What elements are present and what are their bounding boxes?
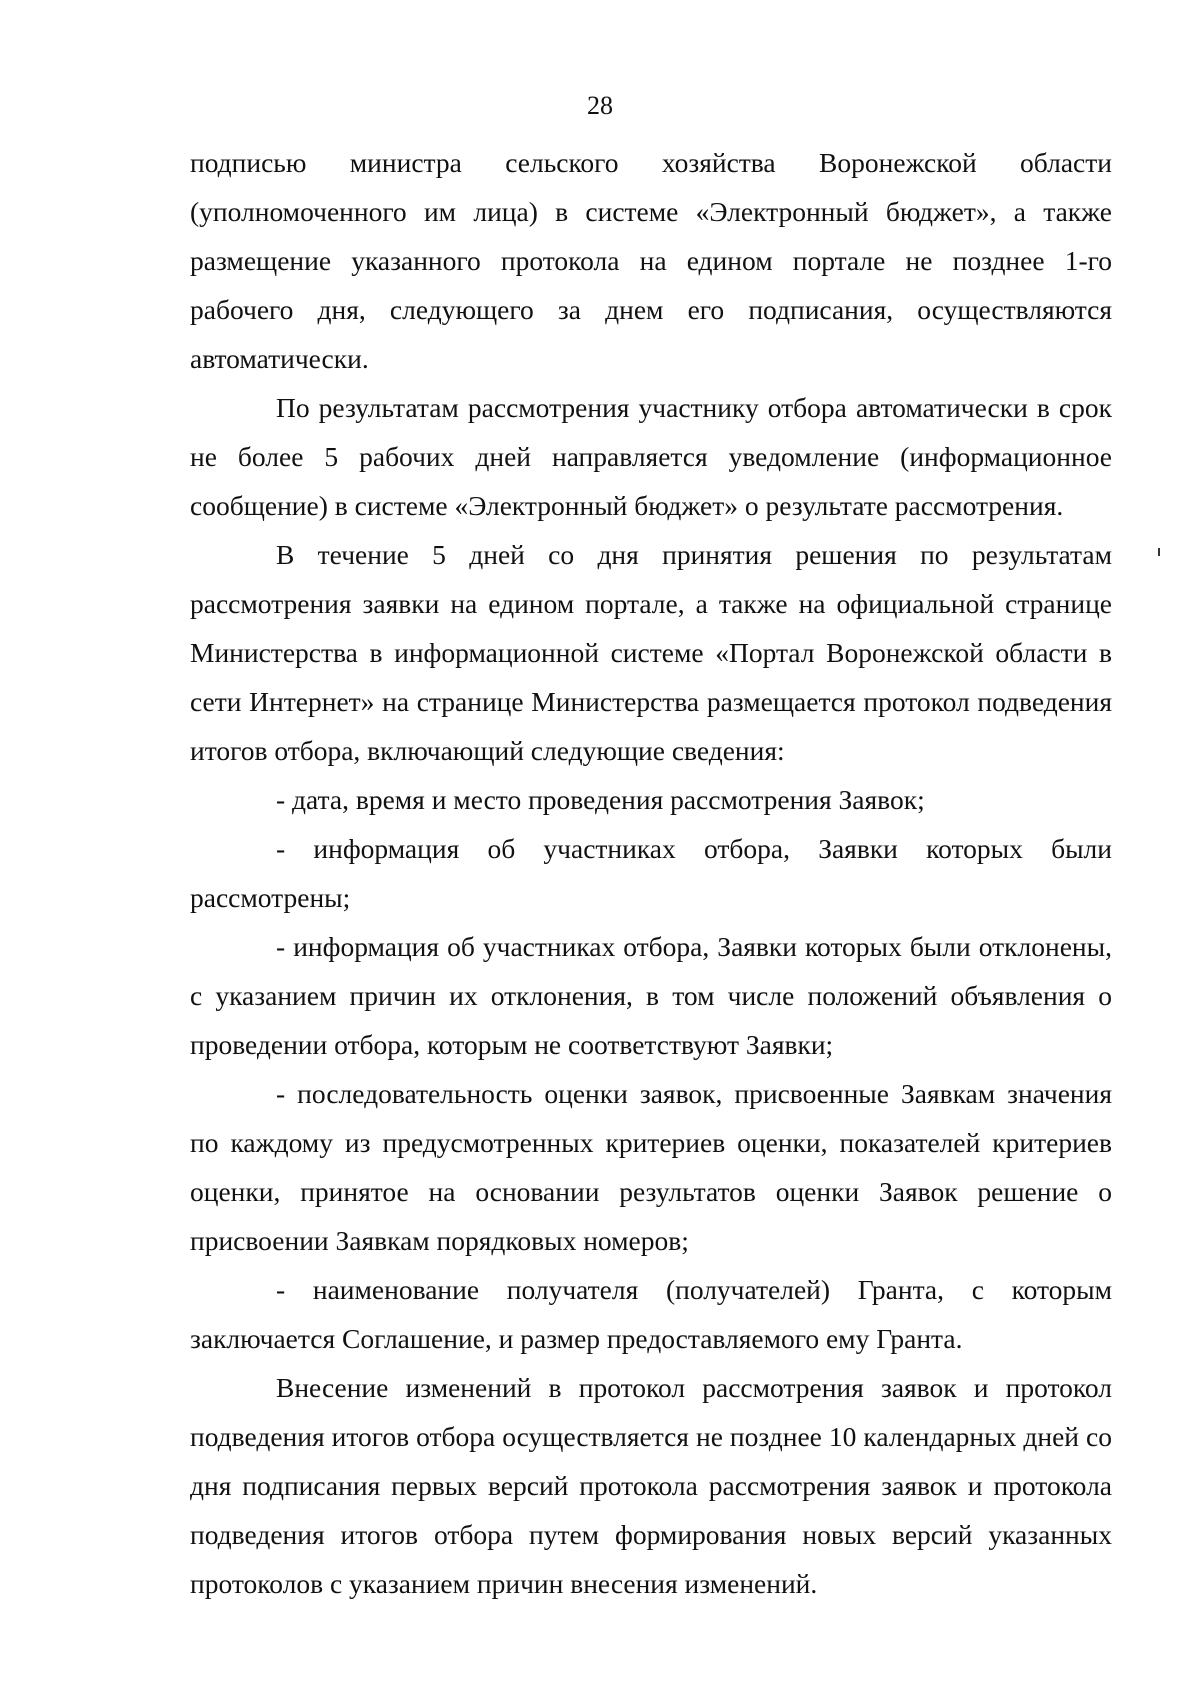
paragraph-protocol-publication: В течение 5 дней со дня принятия решения по результатам рассмотрения заявки на едином портале, а также на официальной странице Министерства в информационной системе «Портал Воронежской области в сети Интернет» на странице Министерства размещается протокол подведения итогов отбора, включающий следующие сведения: (190, 539, 1112, 766)
paragraph-protocol-amendments: Внесение изменений в протокол рассмотрения заявок и протокол подведения итогов отбора осуществляется не позднее 10 календарных дней со дня подписания первых версий протокола рассмотрения заявок и протокола подведения итогов отбора путем формирования новых версий указанных протоколов с указанием причин внесения изменений. (190, 1372, 1112, 1599)
list-item-grant-recipient: - наименование получателя (получателей) Гранта, с которым заключается Соглашение, и размер предоставляемого ему Гранта. (190, 1274, 1112, 1354)
paragraph-notification: По результатам рассмотрения участнику отбора автоматически в срок не более 5 рабочих дней направляется уведомление (информационное сообщение) в системе «Электронный бюджет» о результате рассмотрения. (190, 392, 1112, 521)
list-item-evaluation-sequence: - последовательность оценки заявок, присвоенные Заявкам значения по каждому из предусмотренных критериев оценки, показателей критериев оценки, принятое на основании результатов оценки Заявок решение о присвоении Заявкам порядковых номеров; (190, 1078, 1112, 1256)
page-number: 28 (587, 91, 613, 120)
document-body (190, 138, 1112, 1608)
paragraph-continuation: подписью министра сельского хозяйства Воронежской области (уполномоченного им лица) в системе «Электронный бюджет», а также размещение указанного протокола на едином портале не позднее 1-го рабочего дня, следующего за днем его подписания, осуществляются автоматически. (190, 147, 1112, 374)
list-item-rejected-participants: - информация об участниках отбора, Заявки которых были отклонены, с указанием причин их отклонения, в том числе положений объявления о проведении отбора, которым не соответствуют Заявки; (190, 931, 1112, 1060)
margin-scan-mark (1158, 548, 1160, 556)
list-item-date-time-place: - дата, время и место проведения рассмотрения Заявок; (276, 784, 925, 815)
list-item-considered-participants: - информация об участниках отбора, Заявки которых были рассмотрены; (190, 833, 1112, 913)
